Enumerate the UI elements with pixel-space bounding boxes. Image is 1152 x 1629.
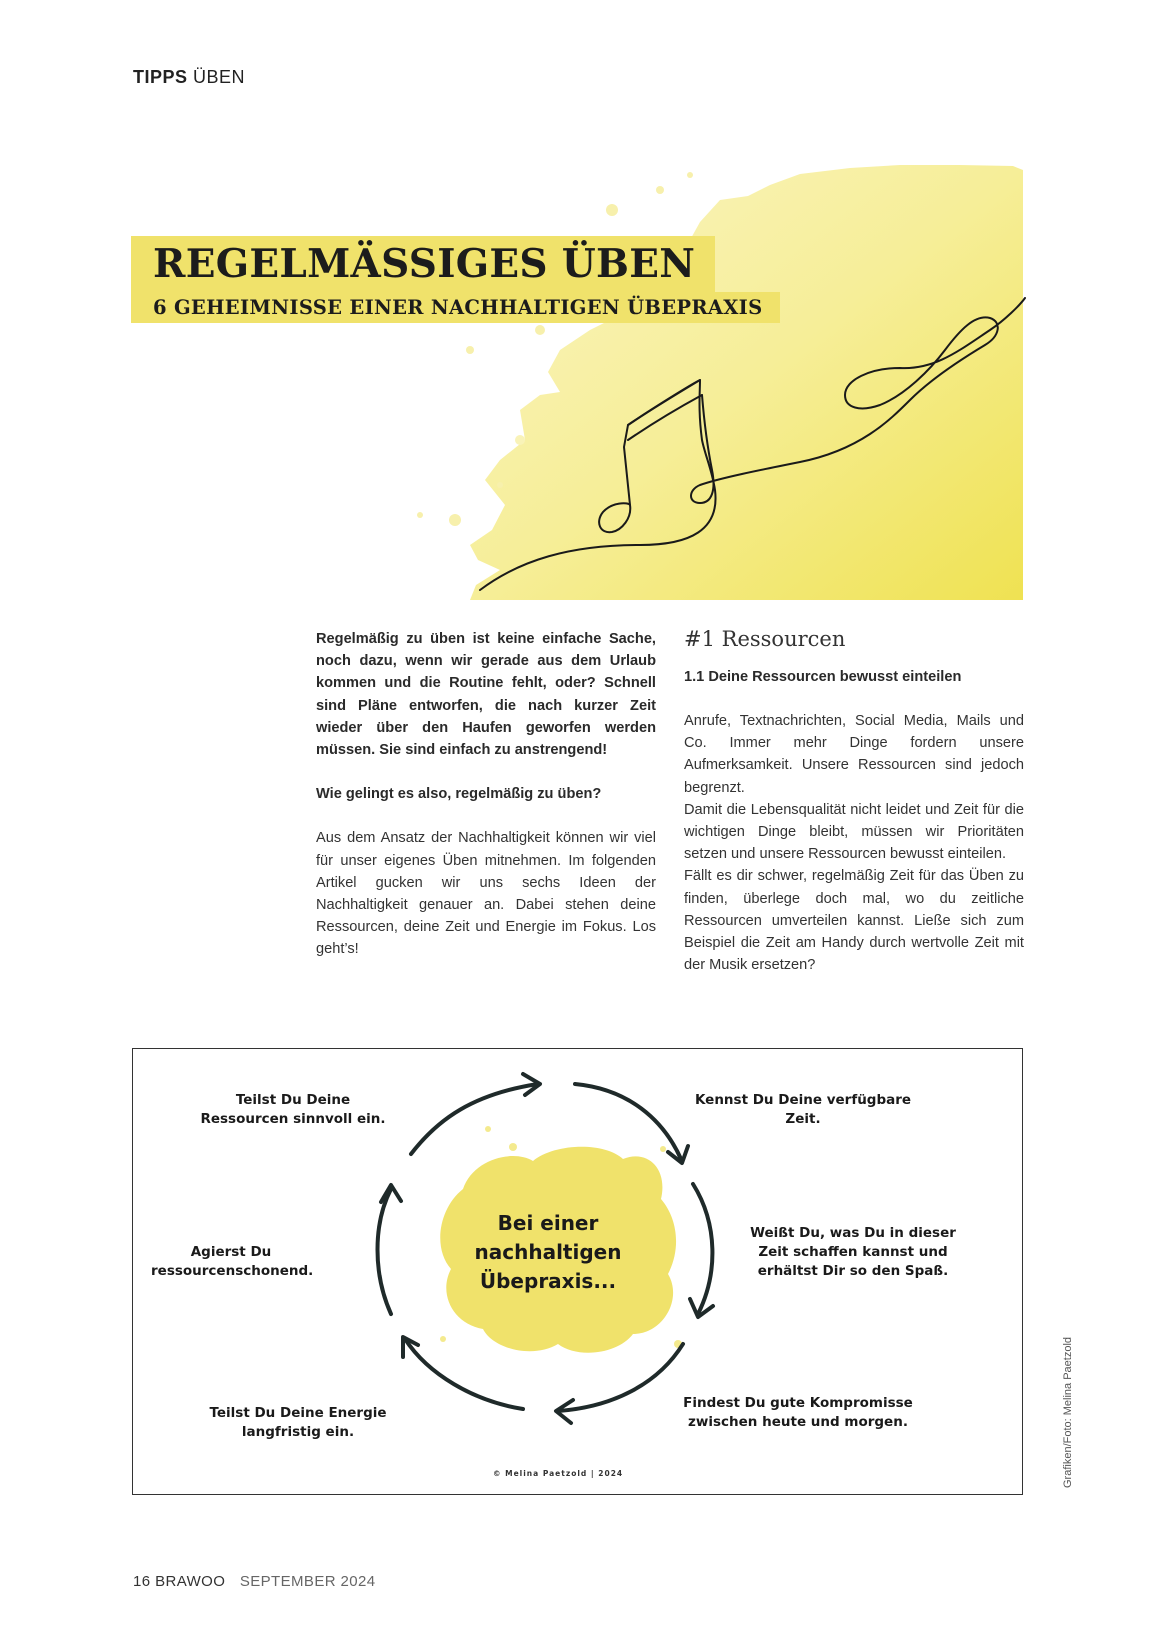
arrow-arc-4 (558, 1344, 683, 1411)
issue-date: SEPTEMBER 2024 (239, 1573, 376, 1590)
arrow-arc-1 (411, 1084, 538, 1154)
magazine-name: BRAWOO (155, 1573, 226, 1590)
intro-body: Aus dem Ansatz der Nachhaltigkeit können wir viel für unser eigenes Üben mitnehmen. Im folgenden Artikel gucken wir uns sechs Ideen der Nachhaltigkeit genauer an. Dabei stehen deine Ressourcen, deine Zeit und Energie im Fokus. Los geht’s! (316, 830, 656, 958)
section-subheading: 1.1 Deine Ressourcen bewusst einteilen (684, 669, 962, 685)
section-paragraph-2: Damit die Lebensqualität nicht leidet und Zeit für die wichtigen Dinge bleibt, müssen wir Prioritäten setzen und unsere Ressourcen bewusst einteilen. (684, 801, 1024, 863)
cycle-item-energy: Teilst Du Deine Energie langfristig ein. (209, 1405, 387, 1440)
section-paragraph-1: Anrufe, Textnachrichten, Social Media, Mails und Co. Immer mehr Dinge fordern unsere Aufmerksamkeit. Unsere Ressourcen sind jedoch begrenzt. (684, 713, 1024, 796)
arrow-arc-6 (378, 1189, 392, 1314)
article-subtitle: 6 GEHEIMNISSE EINER NACHHALTIGEN ÜBEPRAXIS (131, 292, 780, 323)
cycle-item-resource-saving: Agierst Du ressourcenschonend. (151, 1244, 314, 1279)
title-block (131, 236, 780, 323)
section-paragraph-3: Fällt es dir schwer, regelmäßig Zeit für das Üben zu finden, überlege doch mal, wo du zeitliche Ressourcen umverteilen kannst. Ließe sich zum Beispiel die Zeit am Handy durch wertvolle Zeit mit der Musik ersetzen? (684, 868, 1024, 974)
yellow-splash (417, 165, 1023, 600)
article-title: REGELMÄSSIGES ÜBEN (131, 236, 715, 292)
section-label-light: ÜBEN (193, 67, 246, 87)
section-ressourcen (684, 624, 1024, 976)
section-label-bold: TIPPS (133, 67, 188, 87)
intro-column (316, 628, 656, 983)
page-number: 16 (133, 1573, 151, 1590)
cycle-item-fun: Weißt Du, was Du in dieser Zeit schaffen kannst und erhältst Dir so den Spaß. (750, 1225, 956, 1279)
intro-question: Wie gelingt es also, regelmäßig zu üben? (316, 786, 602, 803)
cycle-item-compromise: Findest Du gute Kompromisse zwischen heute und morgen. (683, 1395, 913, 1430)
photo-credit: Grafiken/Foto: Melina Paetzold (1062, 1336, 1074, 1488)
cycle-item-resources: Teilst Du Deine Ressourcen sinnvoll ein. (200, 1092, 386, 1127)
arrow-arc-3 (693, 1184, 712, 1314)
arrow-arc-5 (405, 1339, 523, 1409)
intro-lead: Regelmäßig zu üben ist keine einfache Sache, noch dazu, wenn wir gerade aus dem Urlaub kommen und die Routine fehlt, oder? Schnell sind Pläne entworfen, die nach kurzer Zeit wieder über den Haufen geworfen werden müssen. Sie sind einfach zu anstrengend! (316, 631, 656, 759)
cycle-center-text: Bei einer nachhaltigen Übepraxis... (474, 1211, 622, 1293)
cycle-item-time: Kennst Du Deine verfügbare Zeit. (694, 1092, 912, 1127)
figure-copyright: © Melina Paetzold | 2024 (493, 1469, 624, 1478)
section-heading: #1 Ressourcen (684, 627, 846, 651)
cycle-figure (132, 1048, 1023, 1495)
page-footer (133, 1573, 376, 1590)
